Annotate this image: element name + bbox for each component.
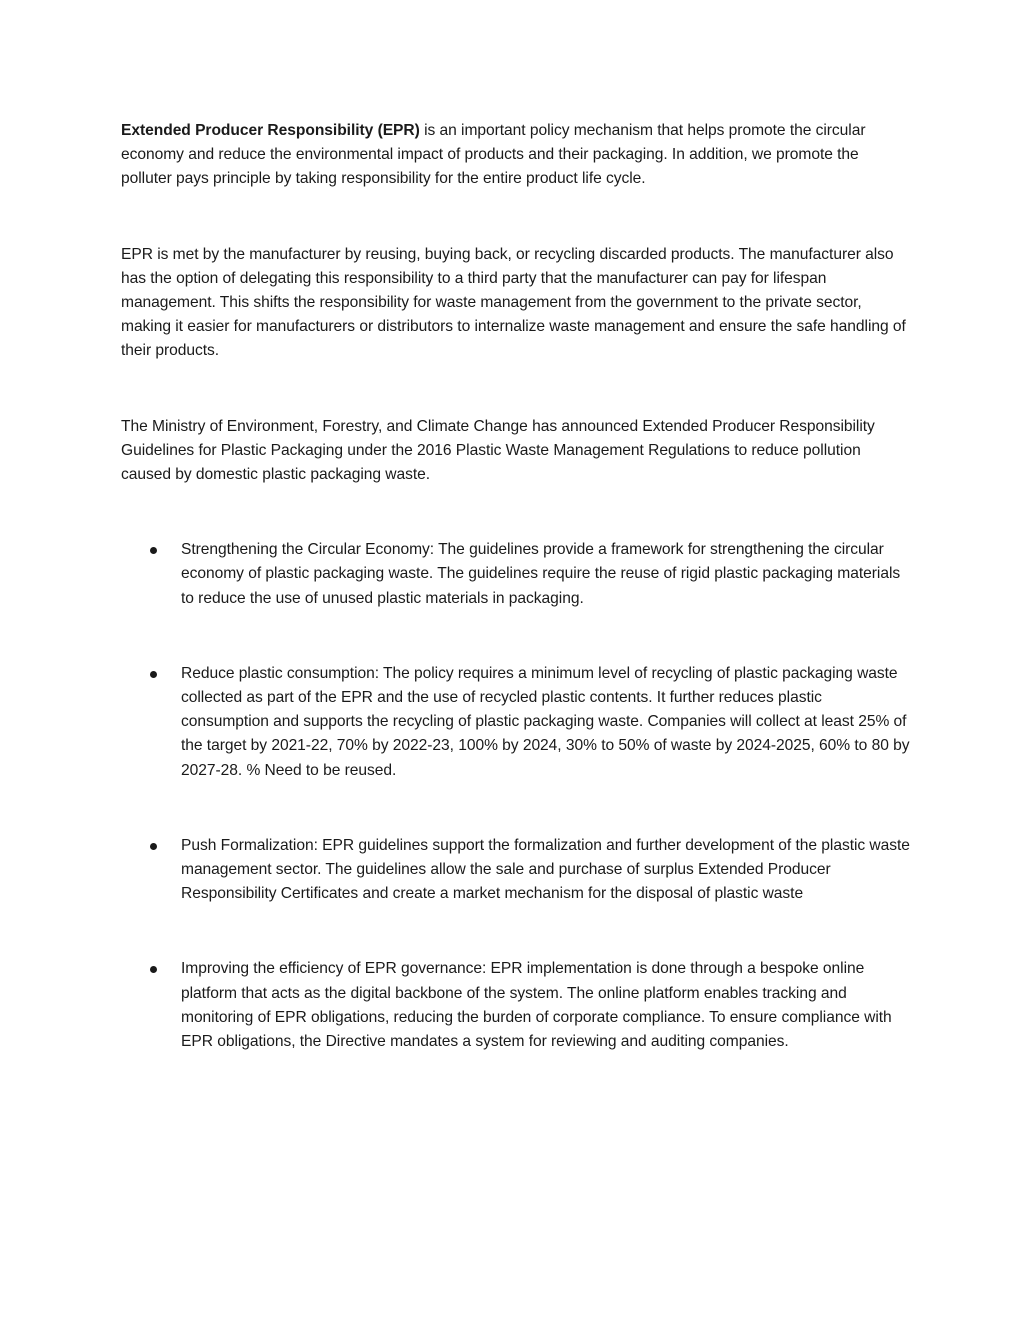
bullet-text: Strengthening the Circular Economy: The guidelines provide a framework for strengthening the circular economy of plastic packaging waste. The guidelines require the reuse of rigid plastic packaging materials to reduce the use of unused plastic materials in packaging. — [181, 541, 901, 607]
bullet-text: Push Formalization: EPR guidelines support the formalization and further development of the plastic waste management sector. The guidelines allow the sale and purchase of surplus Extended Producer Responsibility Certificates and create a market mechanism for the disposal of plastic waste — [181, 836, 910, 903]
ministry-paragraph: The Ministry of Environment, Forestry, and Climate Change has announced Extended Producer Responsibility Guidelines for Plastic Packaging under the 2016 Plastic Waste Management Regulations to reduce pollution caused by domestic plastic packaging waste. — [121, 417, 875, 484]
intro-lead-text: is an important policy mechanism that helps promote the circular economy and reduce the environmental impact of products and their packaging. In addition, we promote the polluter pays principle by taking responsibility for the entire product life cycle. — [121, 122, 866, 188]
bullet-icon — [150, 966, 157, 973]
list-item — [121, 957, 911, 1054]
list-item — [121, 662, 911, 783]
bullet-icon — [150, 671, 157, 678]
intro-lead-bold: Extended Producer Responsibility (EPR) — [121, 122, 420, 139]
list-item — [121, 834, 911, 907]
bullet-icon — [150, 547, 157, 554]
bullet-text: Improving the efficiency of EPR governance: EPR implementation is done through a bespoke online platform that acts as the digital backbone of the system. The online platform enables tracking and monitoring of EPR obligations, reducing the burden of corporate compliance. To ensure compliance with EPR obligations, the Directive mandates a system for reviewing and auditing companies. — [181, 960, 892, 1051]
document-page — [121, 119, 911, 1105]
bullet-text: Reduce plastic consumption: The policy requires a minimum level of recycling of plastic packaging waste collected as part of the EPR and the use of recycled plastic contents. It further reduces plastic consumption and supports the recycling of plastic packaging waste. Companies will collect at least 25% of the target by 2021-22, 70% by 2022-23, 100% by 2024, 30% to 50% of waste by 2024-2025, 60% to 80 by 2027-28. % Need to be reused. — [181, 664, 910, 779]
epr-manufacturer-paragraph: EPR is met by the manufacturer by reusing, buying back, or recycling discarded products. The manufacturer also has the option of delegating this responsibility to a third party that the manufacturer can pay for lifespan management. This shifts the responsibility for waste management from the government to the private sector, making it easier for manufacturers or distributors to internalize waste management and ensure the safe handling of their products. — [121, 245, 906, 360]
guidelines-bullet-list — [121, 538, 911, 1054]
list-item — [121, 538, 911, 611]
intro-paragraph — [121, 119, 911, 192]
bullet-icon — [150, 843, 157, 850]
